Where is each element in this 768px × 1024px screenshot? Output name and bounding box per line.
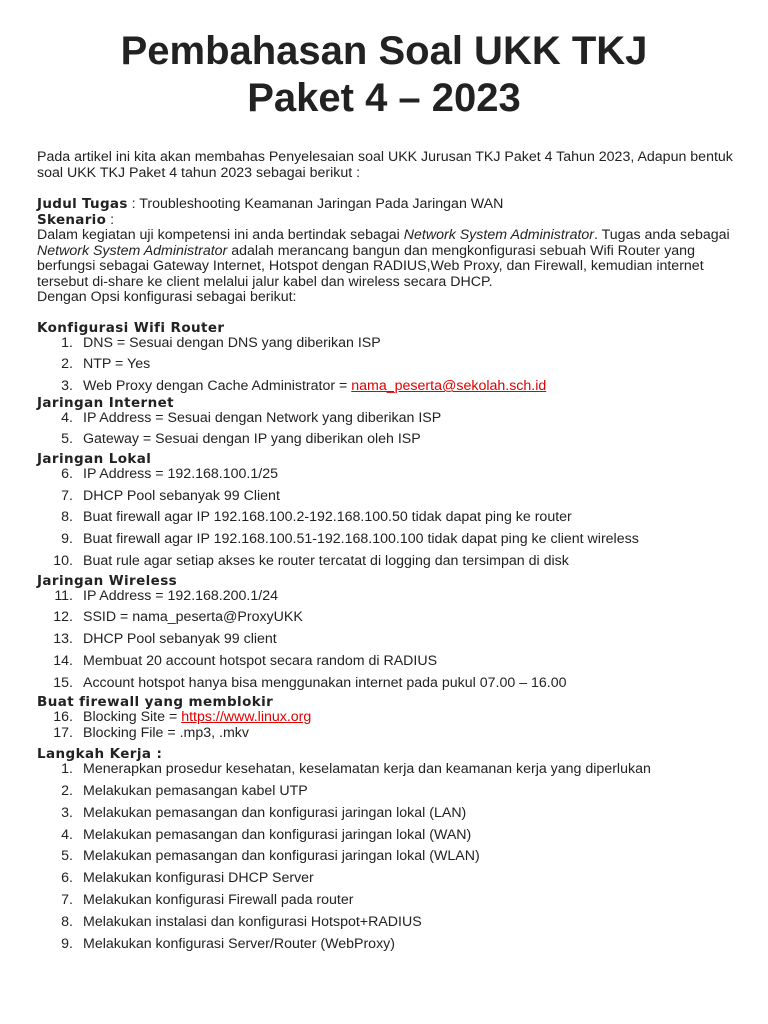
section-heading-langkah-kerja: Langkah Kerja :	[37, 746, 163, 763]
admin-email-link[interactable]: nama_peserta@sekolah.sch.id	[351, 378, 547, 395]
item-text: Melakukan konfigurasi Server/Router (WebProxy)	[83, 935, 395, 952]
list-item	[37, 871, 737, 887]
item-text: IP Address = Sesuai dengan Network yang diberikan ISP	[83, 409, 442, 426]
skenario-role-1: Network System Administrator	[403, 227, 595, 243]
list-jaringan-lokal	[37, 467, 737, 570]
list-item	[37, 893, 737, 909]
item-text: IP Address = 192.168.100.1/25	[83, 465, 278, 482]
skenario-paragraph	[37, 228, 737, 290]
article-body	[37, 150, 737, 958]
section-heading-jaringan-lokal: Jaringan Lokal	[37, 450, 152, 467]
item-number: 2.	[61, 783, 73, 800]
list-item	[37, 937, 737, 953]
item-number: 5.	[61, 431, 73, 448]
page-title-line1: Pembahasan Soal UKK TKJ	[120, 29, 648, 73]
item-number: 7.	[61, 487, 73, 504]
section-heading-wifi-router: Konfigurasi Wifi Router	[37, 319, 225, 336]
list-jaringan-internet	[37, 411, 737, 448]
intro-paragraph: Pada artikel ini kita akan membahas Penyelesaian soal UKK Jurusan TKJ Paket 4 Tahun 2023, Adapun bentuk soal UKK TKJ Paket 4 tahun 2023 sebagai berikut :	[37, 149, 733, 181]
item-number: 14.	[53, 652, 73, 669]
skenario-text-2: . Tugas anda sebagai	[594, 227, 730, 243]
list-item	[37, 915, 737, 931]
item-number: 9.	[61, 531, 73, 548]
skenario-text-3: adalah merancang bangun dan mengkonfigurasi sebuah Wifi Router yang berfungsi sebagai Gateway Internet, Hotspot dengan RADIUS,Web Proxy, dan Firewall, kemudian internet tersebut di-share ke client melalui jalur kabel dan wireless secara DHCP.	[37, 242, 704, 290]
item-text: Melakukan pemasangan dan konfigurasi jaringan lokal (LAN)	[83, 804, 467, 821]
list-item	[37, 806, 737, 822]
skenario-role-2: Network System Administrator	[37, 242, 228, 259]
list-wifi-router	[37, 336, 737, 395]
skenario-text-1: Dalam kegiatan uji kompetensi ini anda bertindak sebagai	[37, 227, 404, 243]
list-item	[37, 489, 737, 505]
list-item	[37, 432, 737, 448]
judul-tugas-label: Judul Tugas	[37, 196, 128, 212]
item-text: Melakukan pemasangan kabel UTP	[83, 783, 308, 800]
item-number: 15.	[53, 674, 73, 691]
item-text: Buat rule agar setiap akses ke router tercatat di logging dan tersimpan di disk	[83, 553, 569, 570]
item-text: Melakukan konfigurasi DHCP Server	[83, 870, 314, 887]
item-number: 9.	[61, 935, 73, 952]
list-item	[37, 467, 737, 483]
item-text: Melakukan pemasangan dan konfigurasi jaringan lokal (WAN)	[83, 826, 472, 843]
item-number: 4.	[61, 409, 73, 426]
item-number: 6.	[61, 870, 73, 887]
item-text: Melakukan konfigurasi Firewall pada router	[83, 892, 354, 909]
item-number: 1.	[61, 334, 73, 351]
list-item	[37, 784, 737, 800]
list-item	[37, 379, 737, 395]
list-item	[37, 726, 737, 742]
item-text: SSID = nama_peserta@ProxyUKK	[83, 609, 303, 626]
list-item	[37, 849, 737, 865]
item-text: Blocking File = .mp3, .mkv	[83, 724, 249, 741]
item-number: 3.	[61, 378, 73, 395]
section-heading-jaringan-internet: Jaringan Internet	[37, 394, 175, 411]
item-text: IP Address = 192.168.200.1/24	[83, 587, 278, 604]
list-item	[37, 654, 737, 670]
item-number: 8.	[61, 509, 73, 526]
skenario-label: Skenario	[37, 211, 107, 228]
item-text: Gateway = Sesuai dengan IP yang diberikan oleh ISP	[83, 431, 421, 448]
list-item	[37, 676, 737, 692]
item-text: Buat firewall agar IP 192.168.100.51-192.168.100.100 tidak dapat ping ke client wireless	[83, 531, 639, 548]
item-number: 1.	[61, 761, 73, 778]
item-number: 10.	[53, 553, 73, 570]
page-title-line2: Paket 4 – 2023	[247, 76, 521, 120]
list-item	[37, 554, 737, 570]
list-item	[37, 828, 737, 844]
opsi-intro: Dengan Opsi konfigurasi sebagai berikut:	[37, 289, 297, 305]
item-number: 12.	[53, 609, 73, 626]
list-langkah-kerja	[37, 762, 737, 952]
item-text: DNS = Sesuai dengan DNS yang diberikan ISP	[83, 334, 381, 351]
item-text: Menerapkan prosedur kesehatan, keselamatan kerja dan keamanan kerja yang diperlukan	[83, 761, 651, 778]
item-text: DHCP Pool sebanyak 99 client	[83, 631, 277, 648]
list-item	[37, 762, 737, 778]
judul-tugas	[37, 197, 737, 213]
item-text: Membuat 20 account hotspot secara random di RADIUS	[83, 652, 438, 669]
item-text: DHCP Pool sebanyak 99 Client	[83, 487, 280, 504]
item-text: Account hotspot hanya bisa menggunakan internet pada pukul 07.00 – 16.00	[83, 674, 567, 691]
skenario-heading	[37, 213, 737, 229]
blocking-site-link[interactable]: https://www.linux.org	[181, 709, 312, 726]
item-number: 3.	[61, 804, 73, 821]
list-firewall	[37, 710, 737, 741]
item-text: NTP = Yes	[83, 356, 151, 373]
item-text: Melakukan instalasi dan konfigurasi Hotspot+RADIUS	[83, 913, 422, 930]
list-item	[37, 532, 737, 548]
item-number: 13.	[53, 631, 73, 648]
section-heading-firewall: Buat firewall yang memblokir	[37, 694, 274, 711]
list-item	[37, 357, 737, 373]
section-heading-jaringan-wireless: Jaringan Wireless	[37, 572, 178, 589]
item-number: 16.	[53, 709, 73, 726]
item-number: 5.	[61, 848, 73, 865]
item-text: Buat firewall agar IP 192.168.100.2-192.168.100.50 tidak dapat ping ke router	[83, 509, 572, 526]
item-number: 8.	[61, 913, 73, 930]
item-number: 2.	[61, 356, 73, 373]
item-number: 17.	[53, 724, 73, 741]
item-text: Melakukan pemasangan dan konfigurasi jaringan lokal (WLAN)	[83, 848, 480, 865]
list-item	[37, 589, 737, 605]
list-item	[37, 710, 737, 726]
page-title	[0, 28, 768, 122]
list-item	[37, 336, 737, 352]
list-item	[37, 610, 737, 626]
list-item	[37, 411, 737, 427]
judul-tugas-text: : Troubleshooting Keamanan Jaringan Pada Jaringan WAN	[127, 196, 504, 212]
item-number: 7.	[61, 892, 73, 909]
list-item	[37, 510, 737, 526]
item-number: 11.	[54, 587, 73, 604]
list-item	[37, 632, 737, 648]
list-jaringan-wireless	[37, 589, 737, 692]
item-number: 6.	[61, 465, 73, 482]
item-text: Web Proxy dengan Cache Administrator =	[83, 378, 352, 395]
item-number: 4.	[61, 826, 73, 843]
item-text: Blocking Site =	[83, 709, 182, 726]
skenario-colon: :	[106, 211, 115, 228]
